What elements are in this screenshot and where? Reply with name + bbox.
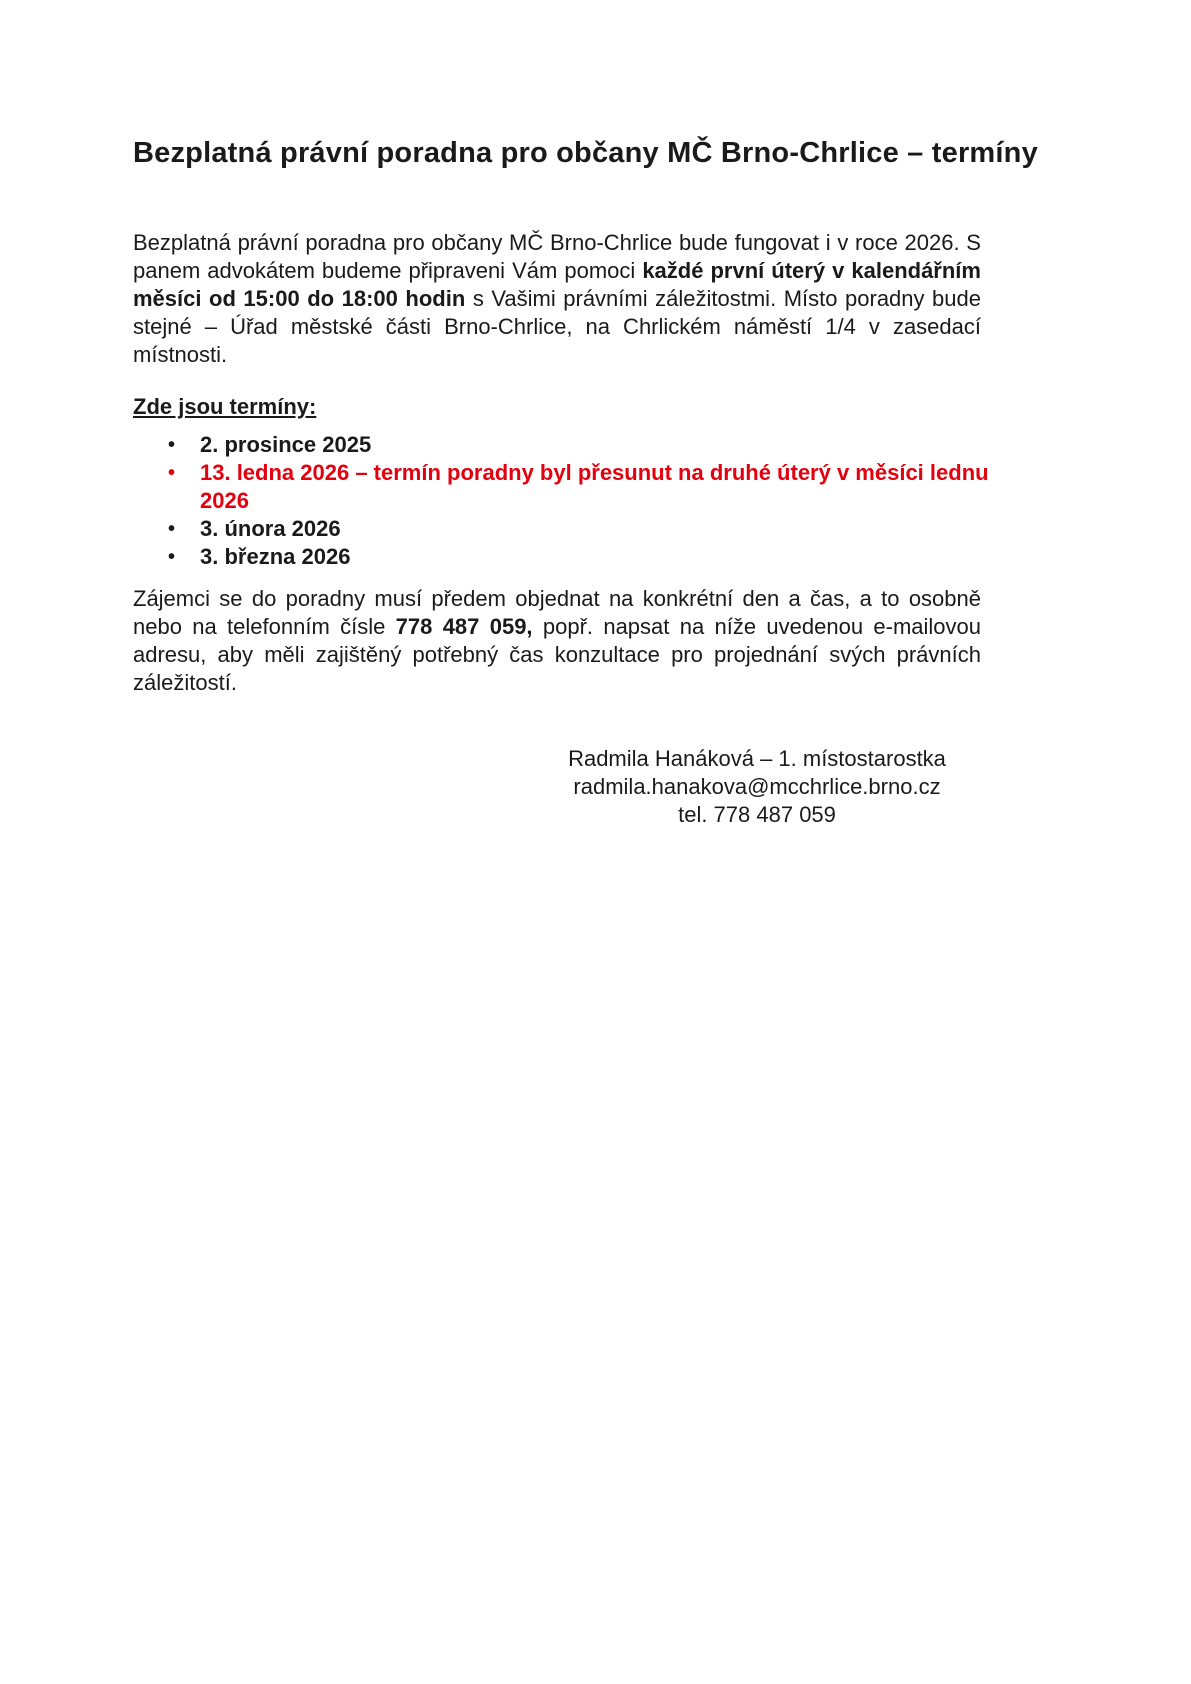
page-title: Bezplatná právní poradna pro občany MČ Brno-Chrlice – termíny (133, 137, 1038, 169)
contact-email: radmila.hanakova@mcchrlice.brno.cz (573, 774, 941, 799)
intro-text-run-1: Bezplatná právní poradna pro občany MČ Brno-Chrlice bude fungovat i v roce 2026. S panem advokátem budeme připraveni Vám pomoci (133, 230, 981, 283)
contact-block (502, 745, 1012, 829)
term-item-1 (133, 431, 1043, 459)
bullet-icon: • (168, 546, 176, 568)
bullet-icon: • (168, 518, 176, 540)
term-date: 3. února 2026 (200, 516, 341, 541)
contact-phone: tel. 778 487 059 (678, 802, 836, 827)
term-item-3 (133, 515, 1043, 543)
term-date: 2. prosince 2025 (200, 432, 372, 457)
term-date: 13. ledna 2026 – termín poradny byl přesunut na druhé úterý v měsíci lednu 2026 (200, 460, 989, 513)
term-list (133, 431, 1043, 571)
terms-heading: Zde jsou termíny: (133, 394, 317, 419)
term-item-2 (133, 459, 1043, 515)
booking-text-run-2: popř. napsat na níže uvedenou e-mailovou adresu, aby měli zajištěný potřebný čas konzultace pro projednání svých právních záležitostí. (133, 614, 981, 695)
intro-text-bold-run: každé první úterý v kalendářním měsíci od 15:00 do 18:00 hodin (133, 258, 981, 311)
booking-phone-bold-run: 778 487 059, (395, 614, 533, 639)
booking-text-run-1: Zájemci se do poradny musí předem objednat na konkrétní den a čas, a to osobně nebo na telefonním čísle (133, 586, 981, 639)
bullet-icon: • (168, 434, 176, 456)
booking-paragraph (133, 585, 981, 697)
intro-paragraph (133, 229, 981, 369)
intro-text-run-2: s Vašimi právními záležitostmi. Místo poradny bude stejné – Úřad městské části Brno-Chrlice, na Chrlickém náměstí 1/4 v zasedací místnosti. (133, 286, 981, 367)
term-item-4 (133, 543, 1043, 571)
bullet-icon: • (168, 462, 176, 484)
contact-name: Radmila Hanáková – 1. místostarostka (568, 746, 946, 771)
term-date: 3. března 2026 (200, 544, 351, 569)
